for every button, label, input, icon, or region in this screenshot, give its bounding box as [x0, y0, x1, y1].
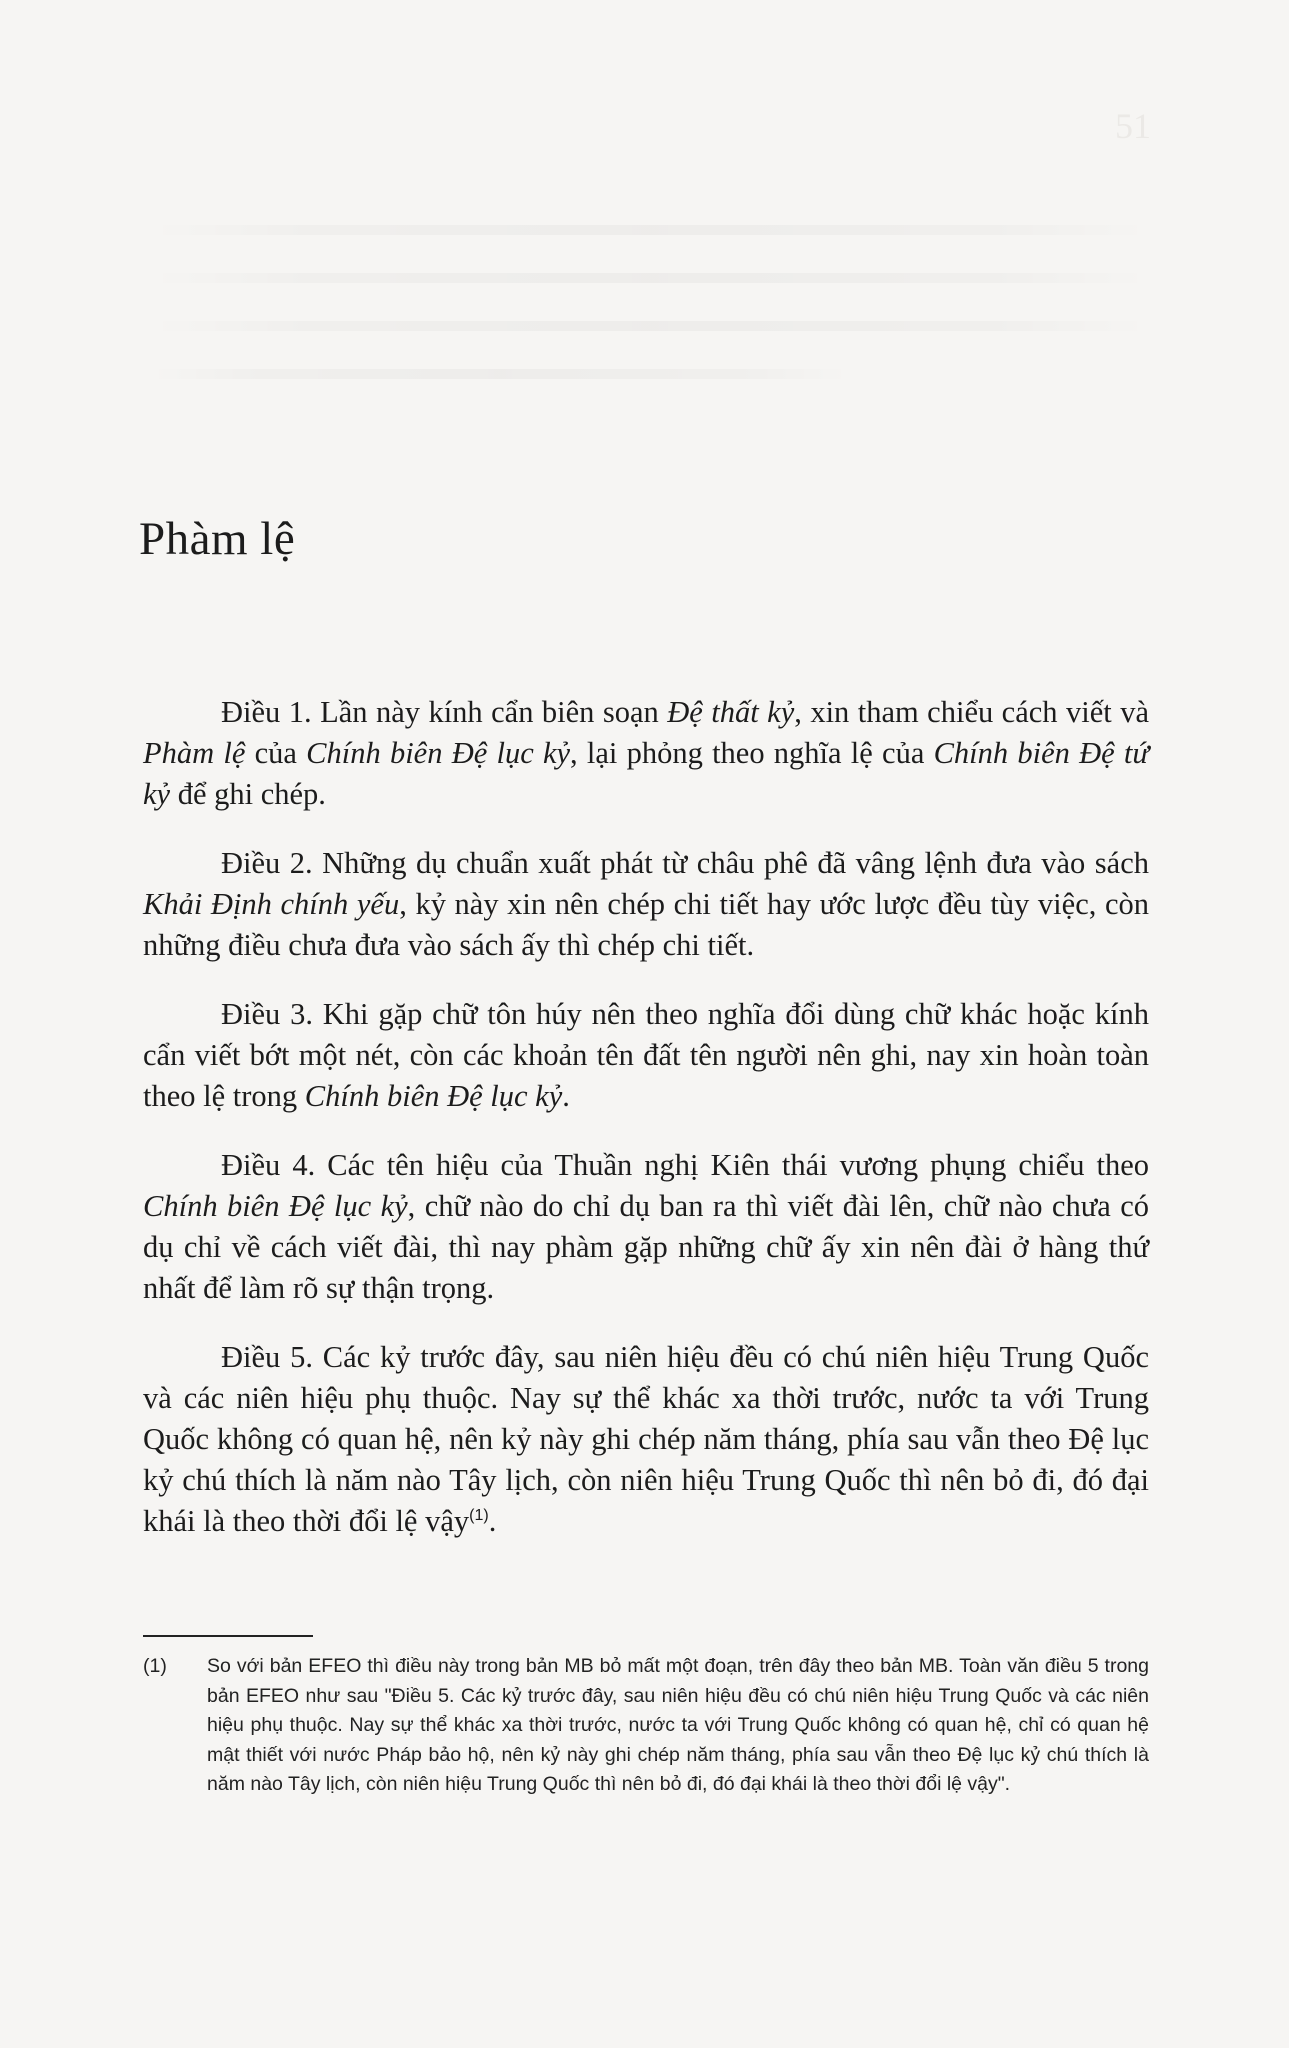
chapter-title: Phàm lệ [139, 513, 296, 565]
bleed-through-line [150, 273, 1150, 283]
article-paragraph: Điều 2. Những dụ chuẩn xuất phát từ châu phê đã vâng lệnh đưa vào sách Khải Định chính yếu, kỷ này xin nên chép chi tiết hay ước lược đều tùy việc, còn những điều chưa đưa vào sách ấy thì chép chi tiết. [143, 846, 1149, 962]
bleed-through-text [150, 225, 1150, 405]
bleed-through-line [150, 321, 1150, 331]
articles-body [143, 692, 1149, 1570]
faint-page-number: 51 [1115, 106, 1151, 146]
article-paragraph: Điều 3. Khi gặp chữ tôn húy nên theo nghĩa đổi dùng chữ khác hoặc kính cẩn viết bớt một nét, còn các khoản tên đất tên người nên ghi, nay xin hoàn toàn theo lệ trong Chính biên Đệ lục kỷ. [143, 997, 1149, 1113]
article-paragraph: Điều 4. Các tên hiệu của Thuần nghị Kiên thái vương phụng chiểu theo Chính biên Đệ lục kỷ, chữ nào do chỉ dụ ban ra thì viết đài lên, chữ nào chưa có dụ chỉ về cách viết đài, thì nay phàm gặp những chữ ấy xin nên đài ở hàng thứ nhất để làm rõ sự thận trọng. [143, 1148, 1149, 1305]
bleed-through-line [150, 369, 850, 379]
footnote-divider [143, 1635, 313, 1637]
footnote-marker: (1) [143, 1655, 167, 1677]
footnote-text: So với bản EFEO thì điều này trong bản MB bỏ mất một đoạn, trên đây theo bản MB. Toàn văn điều 5 trong bản EFEO như sau "Điều 5. Các kỷ trước đây, sau niên hiệu đều có chú niên hiệu Trung Quốc và các niên hiệu phụ thuộc. Nay sự thể khác xa thời trước, nước ta với Trung Quốc không có quan hệ, chỉ có quan hệ mật thiết với nước Pháp bảo hộ, nên kỷ này ghi chép năm tháng, phía sau vẫn theo Đệ lục kỷ chú thích là năm nào Tây lịch, còn niên hiệu Trung Quốc thì nên bỏ đi, đó đại khái là theo thời đổi lệ vậy". [207, 1655, 1149, 1795]
article-paragraph: Điều 1. Lần này kính cẩn biên soạn Đệ thất kỷ, xin tham chiểu cách viết và Phàm lệ của Chính biên Đệ lục kỷ, lại phỏng theo nghĩa lệ của Chính biên Đệ tứ kỷ để ghi chép. [143, 695, 1149, 811]
bleed-through-line [150, 225, 1150, 235]
footnote [143, 1652, 1149, 1800]
article-paragraph: Điều 5. Các kỷ trước đây, sau niên hiệu đều có chú niên hiệu Trung Quốc và các niên hiệu phụ thuộc. Nay sự thể khác xa thời trước, nước ta với Trung Quốc không có quan hệ, nên kỷ này ghi chép năm tháng, phía sau vẫn theo Đệ lục kỷ chú thích là năm nào Tây lịch, còn niên hiệu Trung Quốc thì nên bỏ đi, đó đại khái là theo thời đổi lệ vậy$^{(1)}$. [143, 1340, 1149, 1538]
